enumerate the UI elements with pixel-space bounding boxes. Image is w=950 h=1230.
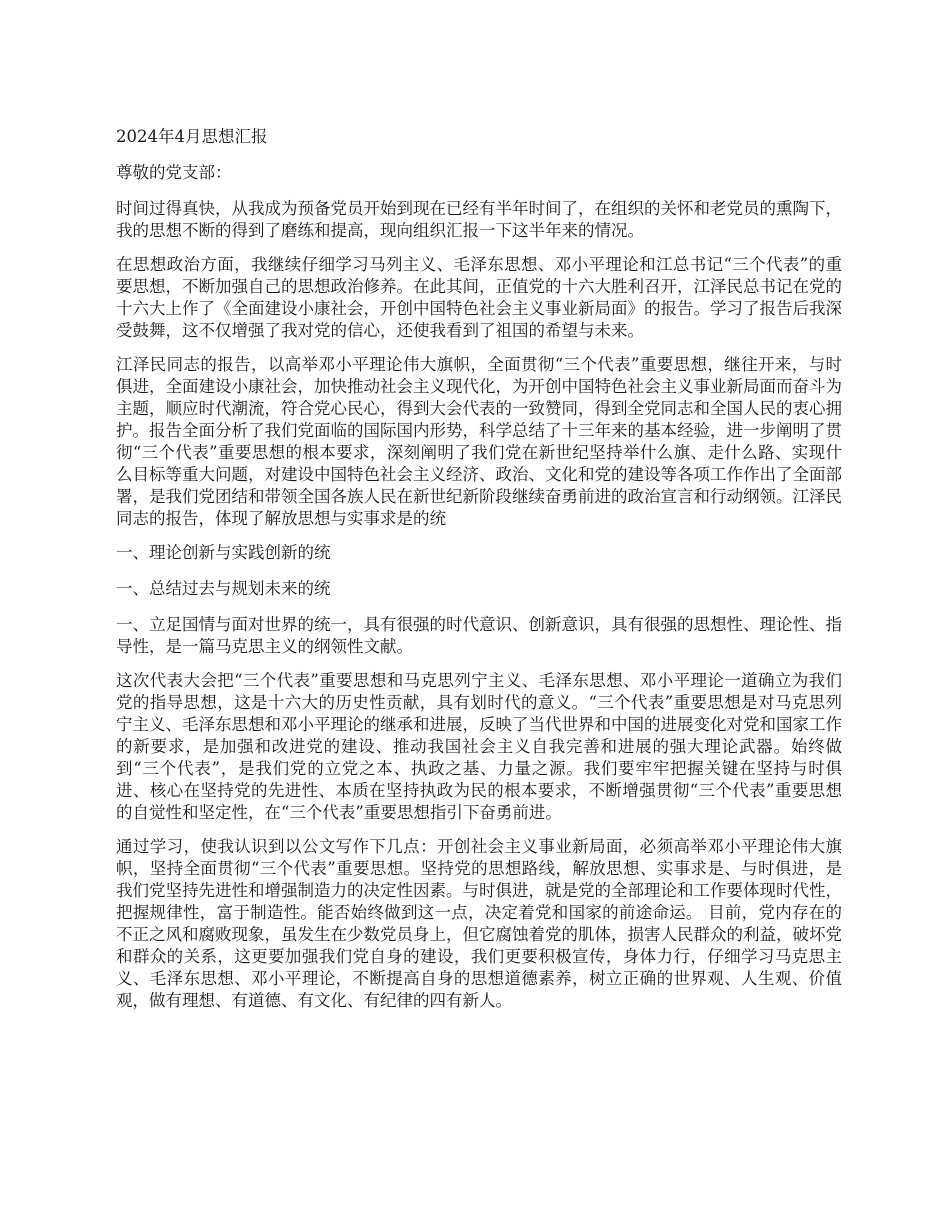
salutation: 尊敬的党支部： — [116, 163, 232, 182]
document-title: 2024年4月思想汇报 — [116, 127, 268, 146]
section-heading-theory: 一、理论创新与实践创新的统 — [116, 543, 331, 562]
paragraph-report-summary: 江泽民同志的报告，以高举邓小平理论伟大旗帜，全面贯彻“三个代表”重要思想，继往开来，与时俱进，全面建设小康社会，加快推动社会主义现代化，为开创中国特色社会主义事业新局面而奋斗为主题，顺应时代潮流，符合党心民心，得到大会代表的一致赞同，得到全党同志和全国人民的衷心拥护。报告全面分析了我们党面临的国际国内形势，科学总结了十三年来的基本经验，进一步阐明了贯彻“三个代表”重要思想的根本要求，深刻阐明了我们党在新世纪坚持举什么旗、走什么路、实现什么目标等重大问题，对建设中国特色社会主义经济、政治、文化和党的建设等各项工作作出了全面部署，是我们党团结和带领全国各族人民在新世纪新阶段继续奋勇前进的政治宣言和行动纲领。江泽民同志的报告，体现了解放思想与实事求是的统 — [116, 355, 842, 528]
document-body — [116, 126, 842, 1024]
paragraph-political-study: 在思想政治方面，我继续仔细学习马列主义、毛泽东思想、邓小平理论和江总书记“三个代表”的重要思想，不断加强自己的思想政治修养。在此其间，正值党的十六大胜利召开，江泽民总书记在党的十六大上作了《全面建设小康社会，开创中国特色社会主义事业新局面》的报告。学习了报告后我深受鼓舞，这不仅增强了我对党的信心，还使我看到了祖国的希望与未来。 — [116, 255, 842, 340]
paragraph-three-represents: 这次代表大会把“三个代表”重要思想和马克思列宁主义、毛泽东思想、邓小平理论一道确立为我们党的指导思想，这是十六大的历史性贡献，具有划时代的意义。“三个代表”重要思想是对马克思列宁主义、毛泽东思想和邓小平理论的继承和进展，反映了当代世界和中国的进展变化对党和国家工作的新要求，是加强和改进党的建设、推动我国社会主义自我完善和进展的强大理论武器。始终做到“三个代表”，是我们党的立党之本、执政之基、力量之源。我们要牢牢把握关键在坚持与时俱进、核心在坚持党的先进性、本质在坚持执政为民的根本要求，不断增强贯彻“三个代表”重要思想的自觉性和坚定性，在“三个代表”重要思想指引下奋勇前进。 — [116, 671, 842, 822]
paragraph-national-world: 一、立足国情与面对世界的统一，具有很强的时代意识、创新意识，具有很强的思想性、理论性、指导性，是一篇马克思主义的纲领性文献。 — [116, 615, 842, 656]
paragraph-conclusion: 通过学习，使我认识到以公文写作下几点：开创社会主义事业新局面，必须高举邓小平理论伟大旗帜，坚持全面贯彻“三个代表”重要思想。坚持党的思想路线，解放思想、实事求是、与时俱进，是我们党坚持先进性和增强制造力的决定性因素。与时俱进，就是党的全部理论和工作要体现时代性，把握规律性，富于制造性。能否始终做到这一点，决定着党和国家的前途命运。 目前，党内存在的不正之风和腐败现象，虽发生在少数党员身上，但它腐蚀着党的肌体，损害人民群众的利益，破坏党和群众的关系，这更要加强我们党自身的建设，我们更要积极宣传，身体力行，仔细学习马克思主义、毛泽东思想、邓小平理论，不断提高自身的思想道德素养，树立正确的世界观、人生观、价值观，做有理想、有道德、有文化、有纪律的四有新人。 — [116, 837, 842, 1010]
section-heading-past-future: 一、总结过去与规划未来的统 — [116, 579, 331, 598]
paragraph-intro: 时间过得真快，从我成为预备党员开始到现在已经有半年时间了，在组织的关怀和老党员的熏陶下，我的思想不断的得到了磨练和提高，现向组织汇报一下这半年来的情况。 — [116, 199, 842, 240]
